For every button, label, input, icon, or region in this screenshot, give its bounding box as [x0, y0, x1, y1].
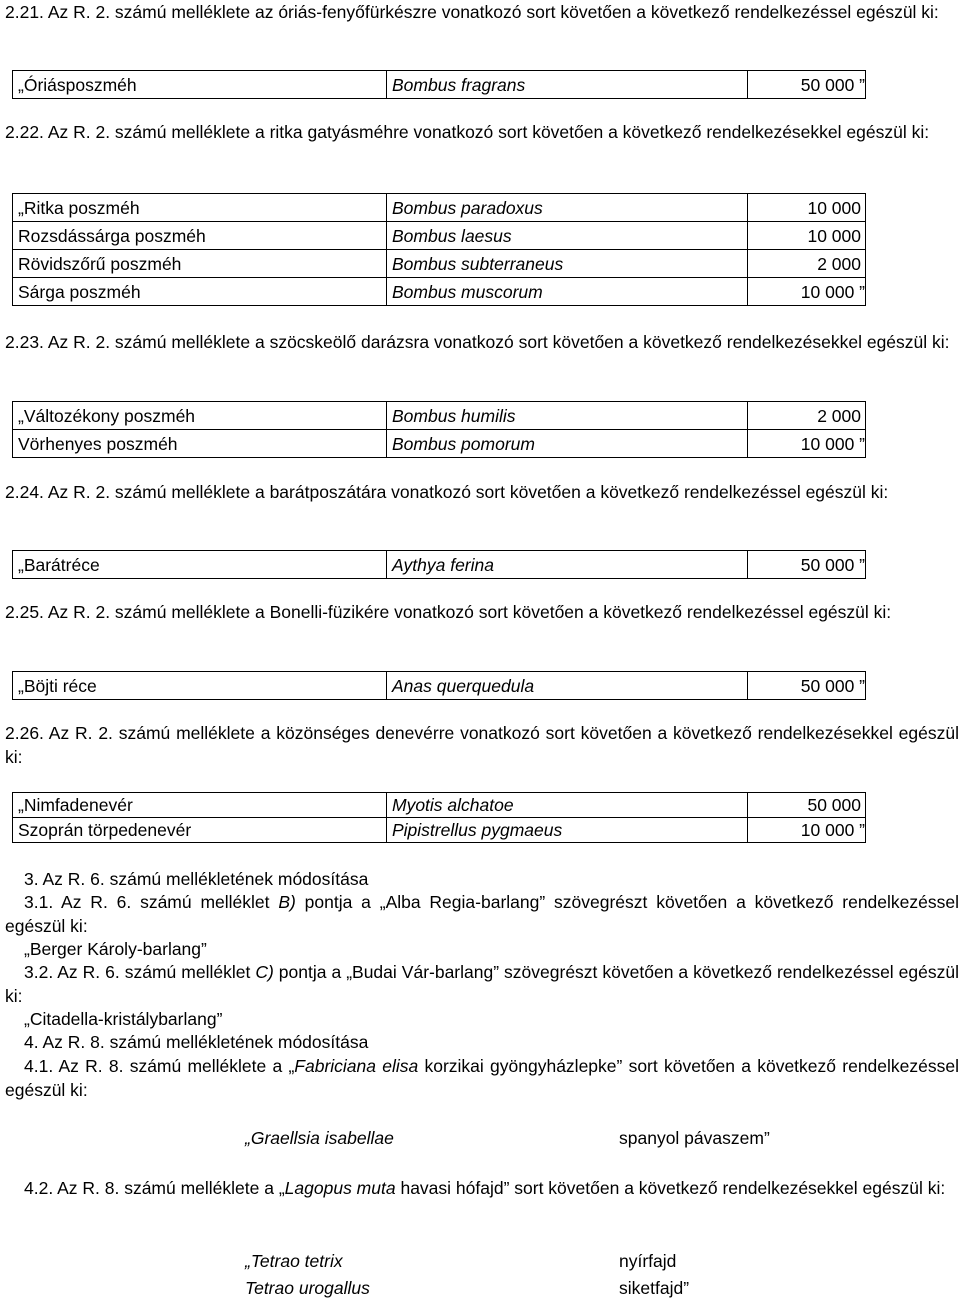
table-row: [13, 818, 866, 843]
table-row: [13, 430, 866, 458]
latin-name-cell: Bombus fragrans: [387, 71, 748, 99]
table-row: [13, 222, 866, 250]
section-2-25-text: 2.25. Az R. 2. számú melléklete a Bonelli-füzikére vonatkozó sort követően a következő rendelkezéssel egészül ki:: [5, 602, 892, 622]
species-name: nyírfajd: [619, 1251, 677, 1271]
section-3-1-part-a: 3.1. Az R. 6. számú melléklet: [24, 892, 279, 912]
section-4-1-text: [5, 1054, 959, 1102]
common-name-cell: Sárga poszméh: [13, 278, 387, 306]
table-row: [13, 672, 866, 700]
value-cell: 50 000: [748, 793, 866, 818]
section-4-1-part-c: korzikai gyöngyházlepke” sort követően a következő rendelkezéssel egészül ki:: [5, 1056, 959, 1100]
latin-name-cell: Bombus muscorum: [387, 278, 748, 306]
species-table-2-23: [12, 401, 866, 458]
species-table-2-22: [12, 193, 866, 306]
section-3-heading: 3. Az R. 6. számú mellékletének módosítása: [24, 869, 369, 889]
value-cell: 10 000 ”: [748, 818, 866, 843]
latin-name-cell: Anas querquedula: [387, 672, 748, 700]
value-cell: 10 000: [748, 222, 866, 250]
section-4-2-species: Lagopus muta: [284, 1178, 396, 1198]
species-table-2-24: [12, 550, 866, 579]
section-3-2-part-a: 3.2. Az R. 6. számú melléklet: [24, 962, 256, 982]
common-name-cell: „Óriásposzméh: [13, 71, 387, 99]
common-name-cell: „Ritka poszméh: [13, 194, 387, 222]
section-2-22-text: 2.22. Az R. 2. számú melléklete a ritka gatyásméhre vonatkozó sort követően a következő rendelkezésekkel egészül ki:: [5, 122, 930, 142]
latin-name-cell: Bombus pomorum: [387, 430, 748, 458]
section-4-1-part-a: 4.1. Az R. 8. számú melléklete a „: [24, 1056, 295, 1076]
section-4-1-species: Fabriciana elisa: [294, 1056, 419, 1076]
table-row: [13, 551, 866, 579]
common-name-cell: Vörhenyes poszméh: [13, 430, 387, 458]
latin-name-cell: Bombus subterraneus: [387, 250, 748, 278]
latin-name-cell: Aythya ferina: [387, 551, 748, 579]
section-4-heading: 4. Az R. 8. számú mellékletének módosítása: [24, 1032, 369, 1052]
quote-berger: „Berger Károly-barlang”: [24, 939, 207, 959]
species-table-2-25: [12, 671, 866, 700]
table-row: [13, 402, 866, 430]
common-name-cell: „Böjti réce: [13, 672, 387, 700]
common-name-cell: „Nimfadenevér: [13, 793, 387, 818]
table-row: [13, 278, 866, 306]
table-row: [13, 194, 866, 222]
latin-name-cell: Bombus humilis: [387, 402, 748, 430]
common-name-cell: Rozsdássárga poszméh: [13, 222, 387, 250]
species-name: spanyol pávaszem”: [619, 1128, 770, 1148]
section-3-2-text: [5, 960, 959, 1008]
section-3-2-part-c: pontja a „Budai Vár-barlang” szövegrészt követően a következő rendelkezéssel egészül ki:: [5, 962, 960, 1006]
table-row: [13, 250, 866, 278]
common-name-cell: Szoprán törpedenevér: [13, 818, 387, 843]
common-name-cell: „Változékony poszméh: [13, 402, 387, 430]
section-2-23-text: 2.23. Az R. 2. számú melléklete a szöcskeölő darázsra vonatkozó sort követően a következő rendelkezésekkel egészül ki:: [5, 332, 950, 352]
species-latin: „Tetrao tetrix: [245, 1251, 343, 1271]
value-cell: 50 000 ”: [748, 672, 866, 700]
table-row: [13, 793, 866, 818]
table-row: [13, 71, 866, 99]
value-cell: 50 000 ”: [748, 551, 866, 579]
section-2-21-text: 2.21. Az R. 2. számú melléklete az óriás-fenyőfürkészre vonatkozó sort követően a következő rendelkezéssel egészül ki:: [5, 2, 939, 22]
section-3-2-point: C): [255, 962, 274, 982]
species-table-2-26: [12, 792, 866, 843]
section-4-2-part-a: 4.2. Az R. 8. számú melléklete a „: [24, 1178, 285, 1198]
value-cell: 10 000 ”: [748, 278, 866, 306]
section-2-24-text: 2.24. Az R. 2. számú melléklete a barátposzátára vonatkozó sort követően a következő rendelkezéssel egészül ki:: [5, 482, 889, 502]
quote-citadella: „Citadella-kristálybarlang”: [24, 1009, 223, 1029]
section-3-1-part-c: pontja a „Alba Regia-barlang” szövegrészt követően a következő rendelkezéssel egészül ki:: [5, 892, 959, 936]
species-latin: Tetrao urogallus: [245, 1278, 370, 1298]
species-latin: „Graellsia isabellae: [245, 1128, 394, 1148]
species-table-2-21: [12, 70, 866, 99]
section-2-26-text: 2.26. Az R. 2. számú melléklete a közönséges denevérre vonatkozó sort követően a következő rendelkezésekkel egészül ki:: [5, 723, 959, 767]
section-4-2-text: [5, 1176, 959, 1200]
common-name-cell: „Barátréce: [13, 551, 387, 579]
value-cell: 10 000: [748, 194, 866, 222]
section-3-1-text: [5, 890, 959, 938]
section-3-1-point: B): [278, 892, 296, 912]
latin-name-cell: Bombus paradoxus: [387, 194, 748, 222]
section-4-2-part-c: havasi hófajd” sort követően a következő rendelkezésekkel egészül ki:: [395, 1178, 946, 1198]
latin-name-cell: Bombus laesus: [387, 222, 748, 250]
latin-name-cell: Myotis alchatoe: [387, 793, 748, 818]
common-name-cell: Rövidszőrű poszméh: [13, 250, 387, 278]
value-cell: 50 000 ”: [748, 71, 866, 99]
value-cell: 2 000: [748, 402, 866, 430]
latin-name-cell: Pipistrellus pygmaeus: [387, 818, 748, 843]
species-name: siketfajd”: [619, 1278, 690, 1298]
value-cell: 10 000 ”: [748, 430, 866, 458]
value-cell: 2 000: [748, 250, 866, 278]
